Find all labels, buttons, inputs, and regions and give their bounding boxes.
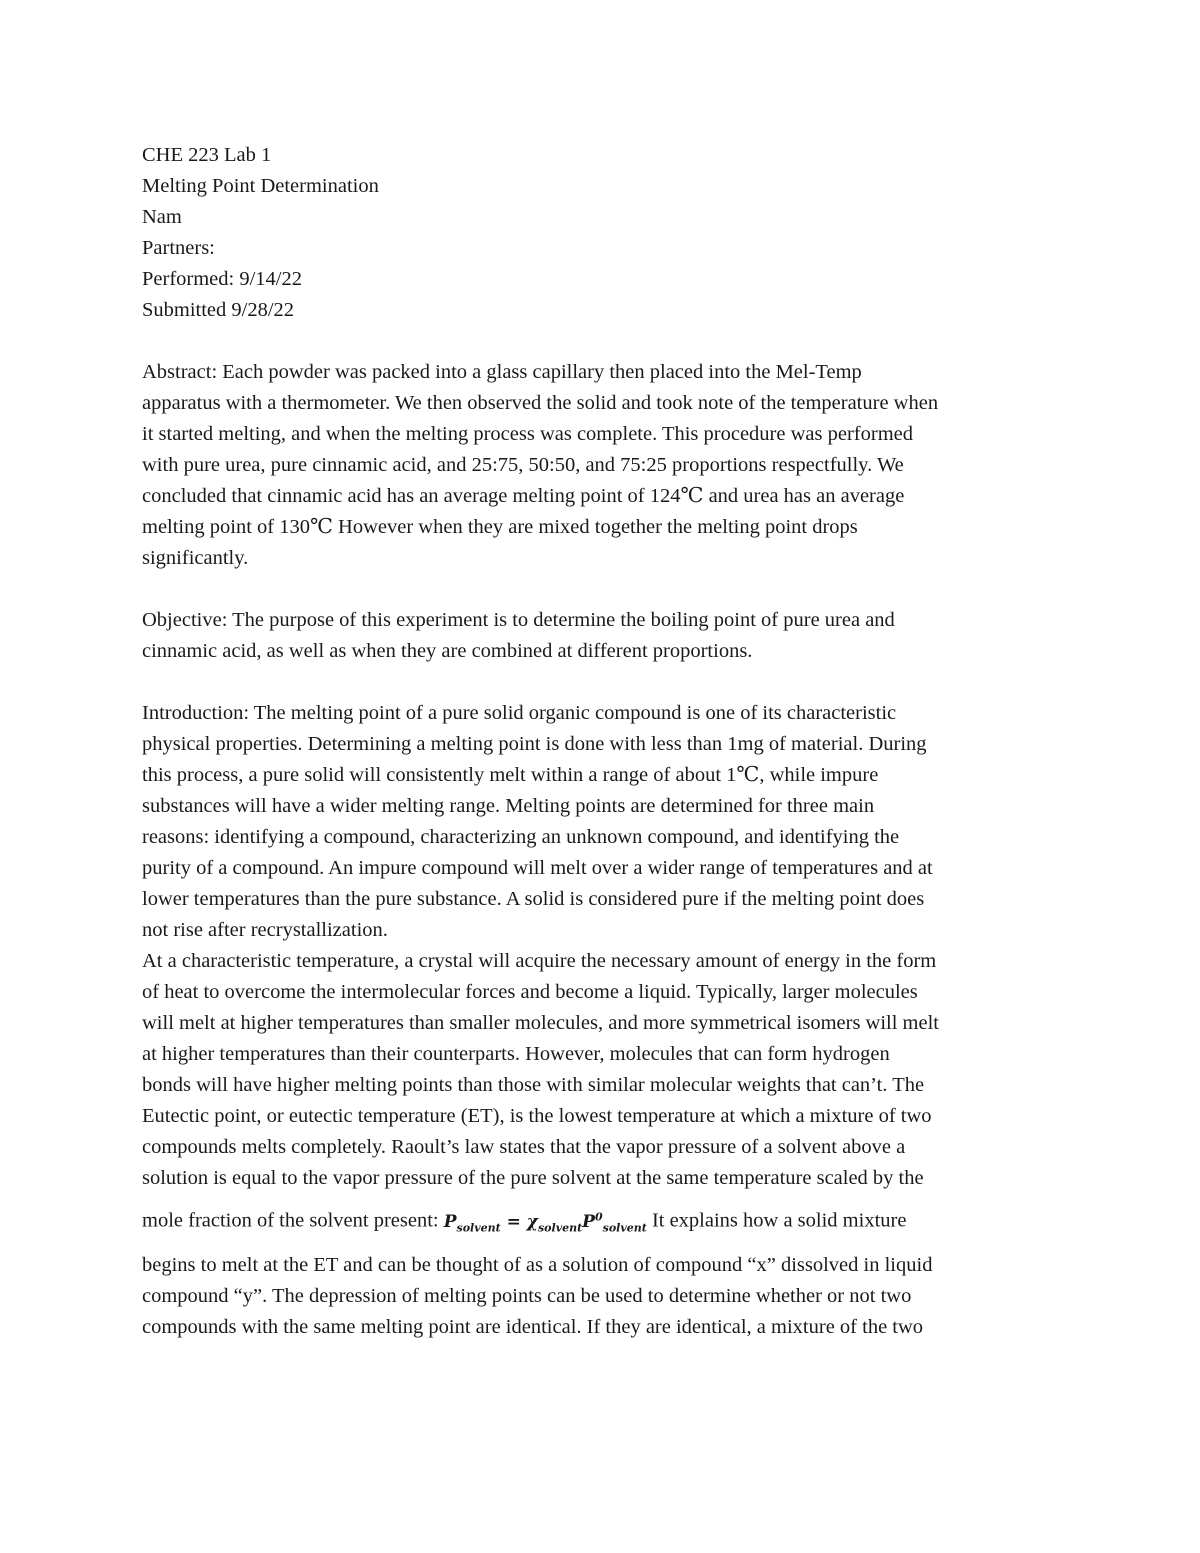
- continuation-paragraph: [142, 1250, 1072, 1343]
- introduction-line: bonds will have higher melting points than those with similar molecular weights that can’t. The: [142, 1074, 925, 1096]
- course-line: CHE 223 Lab 1: [142, 144, 272, 166]
- introduction-line: will melt at higher temperatures than smaller molecules, and more symmetrical isomers will melt: [142, 1012, 939, 1034]
- partners-line: Partners:: [142, 237, 215, 259]
- abstract-line: it started melting, and when the melting process was complete. This procedure was performed: [142, 423, 913, 445]
- abstract-paragraph: [142, 357, 1072, 574]
- introduction-line: Introduction: The melting point of a pure solid organic compound is one of its characteristic: [142, 702, 897, 724]
- header-block: [142, 140, 1072, 326]
- formula-trail-text: It explains how a solid mixture: [646, 1209, 907, 1232]
- objective-line: Objective: The purpose of this experiment is to determine the boiling point of pure urea and: [142, 609, 895, 631]
- abstract-line: apparatus with a thermometer. We then observed the solid and took note of the temperature when: [142, 392, 939, 414]
- introduction-line: Eutectic point, or eutectic temperature (ET), is the lowest temperature at which a mixture of two: [142, 1105, 932, 1127]
- continuation-line: compounds with the same melting point are identical. If they are identical, a mixture of the two: [142, 1316, 924, 1338]
- spacer: [142, 326, 1072, 357]
- submitted-line: Submitted 9/28/22: [142, 299, 295, 321]
- performed-line: Performed: 9/14/22: [142, 268, 302, 290]
- formula-lead-text: mole fraction of the solvent present:: [142, 1209, 444, 1232]
- raoult-equation: $P_{solvent} = \chi_{solvent}P^0_{solvent}$: [443, 1210, 647, 1235]
- continuation-line: begins to melt at the ET and can be thought of as a solution of compound “x” dissolved in liquid: [142, 1254, 933, 1276]
- introduction-line: compounds melts completely. Raoult’s law states that the vapor pressure of a solvent above a: [142, 1136, 906, 1158]
- spacer: [142, 574, 1072, 605]
- abstract-line: with pure urea, pure cinnamic acid, and 25:75, 50:50, and 75:25 proportions respectfully. We: [142, 454, 904, 476]
- spacer: [142, 667, 1072, 698]
- introduction-line: lower temperatures than the pure substance. A solid is considered pure if the melting point does: [142, 888, 925, 910]
- introduction-line: substances will have a wider melting range. Melting points are determined for three main: [142, 795, 875, 817]
- introduction-paragraph: [142, 698, 1072, 1194]
- introduction-line: at higher temperatures than their counterparts. However, molecules that can form hydrogen: [142, 1043, 890, 1065]
- introduction-line: At a characteristic temperature, a crystal will acquire the necessary amount of energy in the form: [142, 950, 937, 972]
- abstract-line: melting point of 130℃ However when they are mixed together the melting point drops: [142, 516, 858, 538]
- continuation-line: compound “y”. The depression of melting points can be used to determine whether or not two: [142, 1285, 912, 1307]
- introduction-line: this process, a pure solid will consistently melt within a range of about 1℃, while impure: [142, 764, 879, 786]
- introduction-line: reasons: identifying a compound, characterizing an unknown compound, and identifying the: [142, 826, 900, 848]
- introduction-line: of heat to overcome the intermolecular forces and become a liquid. Typically, larger molecules: [142, 981, 918, 1003]
- title-line: Melting Point Determination: [142, 175, 379, 197]
- abstract-line: significantly.: [142, 547, 249, 569]
- introduction-line: purity of a compound. An impure compound will melt over a wider range of temperatures and at: [142, 857, 933, 879]
- objective-paragraph: [142, 605, 1072, 667]
- abstract-line: Abstract: Each powder was packed into a glass capillary then placed into the Mel-Temp: [142, 361, 862, 383]
- name-line: Nam: [142, 206, 182, 228]
- introduction-line: solution is equal to the vapor pressure of the pure solvent at the same temperature scaled by the: [142, 1167, 924, 1189]
- document-page: [142, 140, 1072, 1343]
- objective-line: cinnamic acid, as well as when they are combined at different proportions.: [142, 640, 753, 662]
- introduction-line: physical properties. Determining a melting point is done with less than 1mg of material. During: [142, 733, 927, 755]
- raoult-formula-line: [142, 1194, 1072, 1240]
- abstract-line: concluded that cinnamic acid has an average melting point of 124℃ and urea has an average: [142, 485, 905, 507]
- introduction-line: not rise after recrystallization.: [142, 919, 388, 941]
